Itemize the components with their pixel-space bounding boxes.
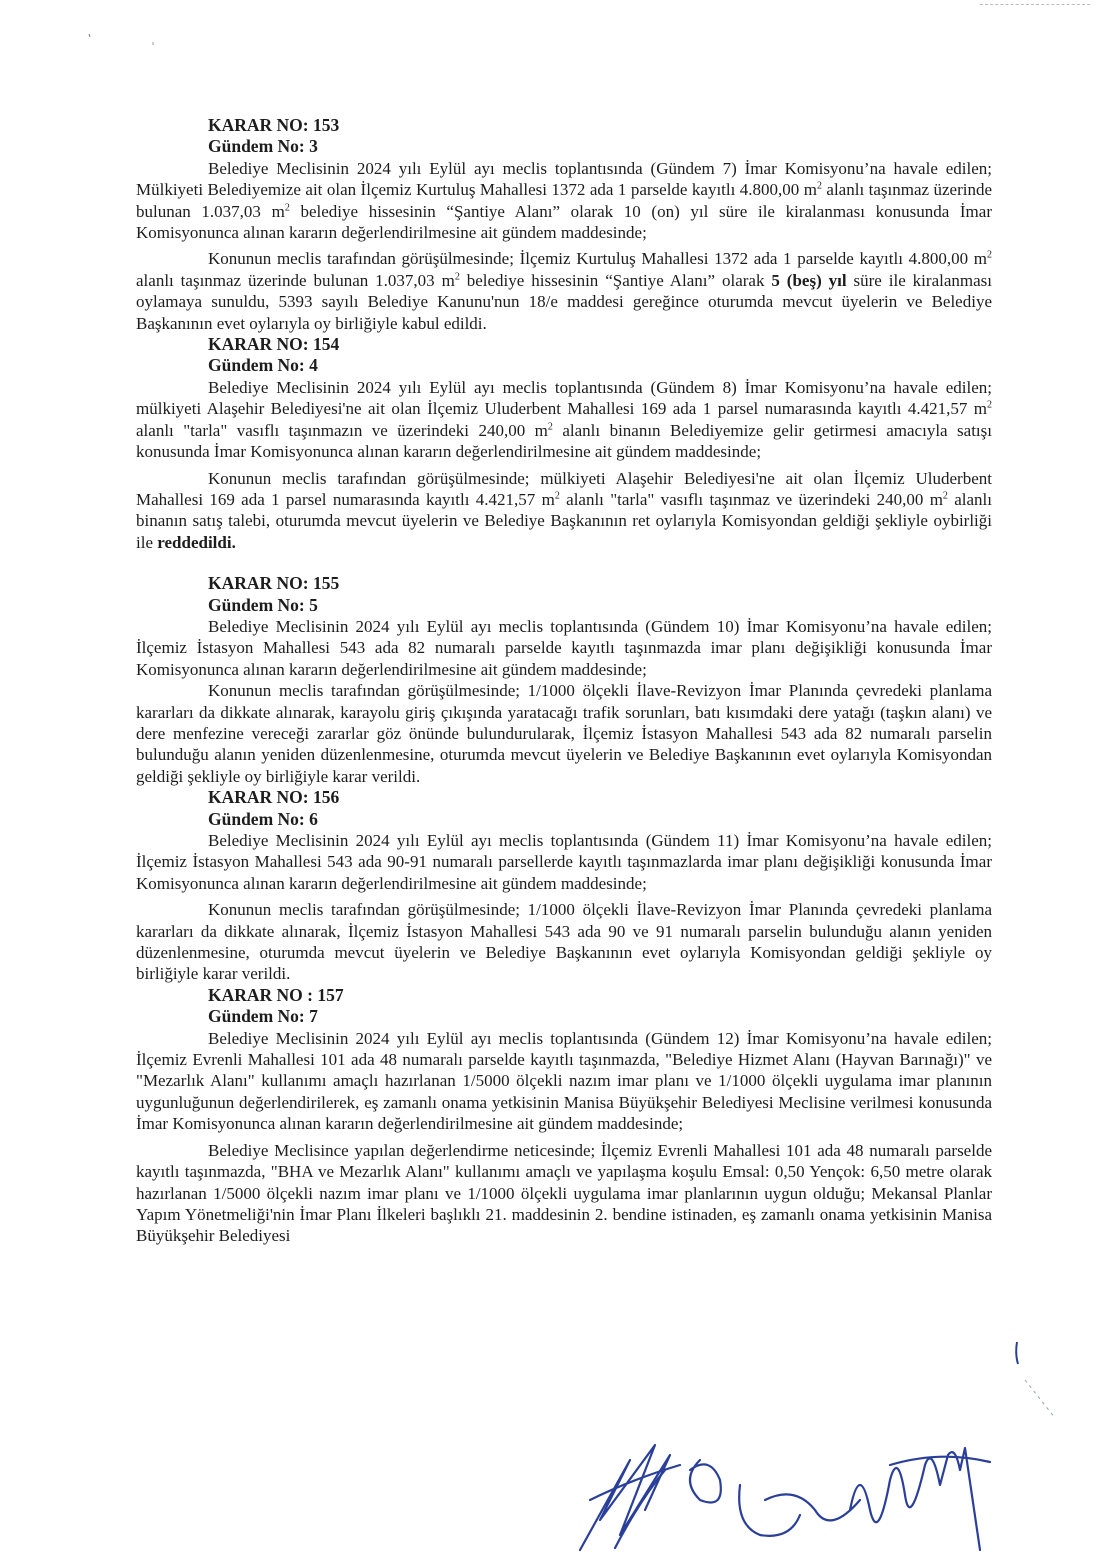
scan-speck-marks [0, 0, 200, 60]
agenda-number: Gündem No: 4 [208, 355, 318, 376]
paragraph: Belediye Meclisinin 2024 yılı Eylül ayı meclis toplantısında (Gündem 11) İmar Komisyonu’na havale edilen; İlçemiz İstasyon Mahallesi 543 ada 90-91 numaralı parsellerde kayıtlı taşınmazlarda imar planı değişikliği konusunda İmar Komisyonunca alınan kararın değerlendirilmesine ait gündem maddesinde; [136, 831, 992, 893]
paragraph: Konunun meclis tarafından görüşülmesinde; 1/1000 ölçekli İlave-Revizyon İmar Planında çevredeki planlama kararları da dikkate alınarak, karayolu giriş çıkışında yaratacağı trafik sorunları, batı kısımdaki dere yatağı (taşkın alanı) ve dere menfezine vereceği zararlar göz önünde bulundurularak, İlçemiz İstasyon Mahallesi 543 ada 82 numaralı parselin bulunduğu alanın yeniden düzenlenmesine, oturumda mevcut üyelerin ve Belediye Başkanının evet oylarıyla Komisyondan geldiği şekliyle oy birliğiyle karar verildi. [136, 681, 992, 786]
paragraph: Belediye Meclisinin 2024 yılı Eylül ayı meclis toplantısında (Gündem 7) İmar Komisyonu’na havale edilen; Mülkiyeti Belediyemize ait olan İlçemiz Kurtuluş Mahallesi 1372 ada 1 parselde kayıtlı 4.800,00 $m^2$ alanlı taşınmaz üzerinde bulunan 1.037,03 $m^2$ belediye hissesinin “Şantiye Alanı” olarak 10 (on) yıl süre ile kiralanması konusunda İmar Komisyonunca alınan kararın değerlendirilmesine ait gündem maddesinde; [136, 158, 993, 243]
paragraph: Belediye Meclisinin 2024 yılı Eylül ayı meclis toplantısında (Gündem 8) İmar Komisyonu’na havale edilen; mülkiyeti Alaşehir Belediyesi'ne ait olan İlçemiz Uluderbent Mahallesi 169 ada 1 parsel numarasında kayıtlı 4.421,57 $m^2$ alanlı "tarla" vasıflı taşınmazın ve üzerindeki 240,00 $m^2$ alanlı binanın Belediyemize gelir getirmesi amacıyla satışı konusunda İmar Komisyonunca alınan kararın değerlendirilmesine ait gündem maddesinde; [136, 377, 992, 462]
paragraph: Konunun meclis tarafından görüşülmesinde; 1/1000 ölçekli İlave-Revizyon İmar Planında çevredeki planlama kararları da dikkate alınarak, İlçemiz İstasyon Mahallesi 543 ada 90 ve 91 numaralı parselin bulunduğu alanın yeniden düzenlenmesine, oturumda mevcut üyelerin ve Belediye Başkanının evet oylarıyla Komisyondan geldiği şekliyle oy birliğiyle karar verildi. [136, 900, 992, 984]
agenda-number: Gündem No: 5 [208, 594, 318, 615]
decision-number: KARAR NO: 154 [208, 334, 340, 355]
decision-157 [136, 985, 992, 1247]
agenda-number: Gündem No: 7 [208, 1006, 318, 1027]
decision-154 [136, 334, 992, 553]
agenda-number: Gündem No: 6 [208, 808, 318, 829]
signature-scribbles [560, 1440, 1000, 1555]
margin-pen-marks [1005, 1340, 1065, 1440]
document-body [136, 115, 992, 1247]
paragraph: Konunun meclis tarafından görüşülmesinde; mülkiyeti Alaşehir Belediyesi'ne ait olan İlçemiz Uluderbent Mahallesi 169 ada 1 parsel numarasında kayıtlı 4.421,57 $m^2$ alanlı "tarla" vasıflı taşınmaz ve üzerindeki 240,00 $m^2$ alanlı binanın satış talebi, oturumda mevcut üyelerin ve Belediye Başkanının ret oylarıyla Komisyondan geldiği şekliyle oybirliği ile reddedildi. [136, 468, 993, 552]
decision-155 [136, 573, 992, 787]
decision-number: KARAR NO: 153 [208, 115, 340, 135]
paragraph: Konunun meclis tarafından görüşülmesinde; İlçemiz Kurtuluş Mahallesi 1372 ada 1 parselde kayıtlı 4.800,00 $m^2$ alanlı taşınmaz üzerinde bulunan 1.037,03 $m^2$ belediye hissesinin “Şantiye Alanı” olarak 5 (beş) yıl süre ile kiralanması oylamaya sunuldu, 5393 sayılı Belediye Kanunu'nun 18/e maddesi gereğince oturumda mevcut üyelerin ve Belediye Başkanının evet oylarıyla oy birliğiyle kabul edildi. [136, 249, 992, 333]
decision-number: KARAR NO : 157 [208, 984, 344, 1005]
paragraph: Belediye Meclisinin 2024 yılı Eylül ayı meclis toplantısında (Gündem 12) İmar Komisyonu’na havale edilen; İlçemiz Evrenli Mahallesi 101 ada 48 numaralı parselde kayıtlı taşınmazda, "Belediye Hizmet Alanı (Hayvan Barınağı)" ve "Mezarlık Alanı" kullanımı amaçlı hazırlanan 1/5000 ölçekli nazım imar planı ve 1/1000 ölçekli uygulama imar planının uygunluğunun değerlendirilerek, eş zamanlı onama yetkisinin Manisa Büyükşehir Belediyesi Meclisine verilmesi konusunda İmar Komisyonunca alınan kararın değerlendirilmesine ait gündem maddesinde; [136, 1028, 992, 1134]
agenda-number: Gündem No: 3 [208, 136, 318, 157]
decision-number: KARAR NO: 156 [208, 787, 340, 808]
decision-156 [136, 787, 992, 985]
scan-edge-mark [980, 4, 1090, 6]
decision-153 [136, 115, 992, 334]
paragraph: Belediye Meclisinin 2024 yılı Eylül ayı meclis toplantısında (Gündem 10) İmar Komisyonu’na havale edilen; İlçemiz İstasyon Mahallesi 543 ada 82 numaralı parselde kayıtlı taşınmazda imar planı değişikliği konusunda İmar Komisyonunca alınan kararın değerlendirilmesine ait gündem maddesinde; [136, 616, 992, 679]
paragraph: Belediye Meclisince yapılan değerlendirme neticesinde; İlçemiz Evrenli Mahallesi 101 ada 48 numaralı parselde kayıtlı taşınmazda, "BHA ve Mezarlık Alanı" kullanımı amaçlı ve yapılaşma koşulu Emsal: 0,50 Yençok: 6,50 metre olarak hazırlanan 1/5000 ölçekli nazım imar planı ve 1/1000 ölçekli uygulama imar planlarının uygun olduğu; Mekansal Planlar Yapım Yönetmeliği'nin İmar Planı İlkeleri başlıklı 21. maddesinin 2. bendine istinaden, eş zamanlı onama yetkisinin Manisa Büyükşehir Belediyesi [136, 1140, 992, 1246]
decision-number: KARAR NO: 155 [208, 573, 340, 594]
